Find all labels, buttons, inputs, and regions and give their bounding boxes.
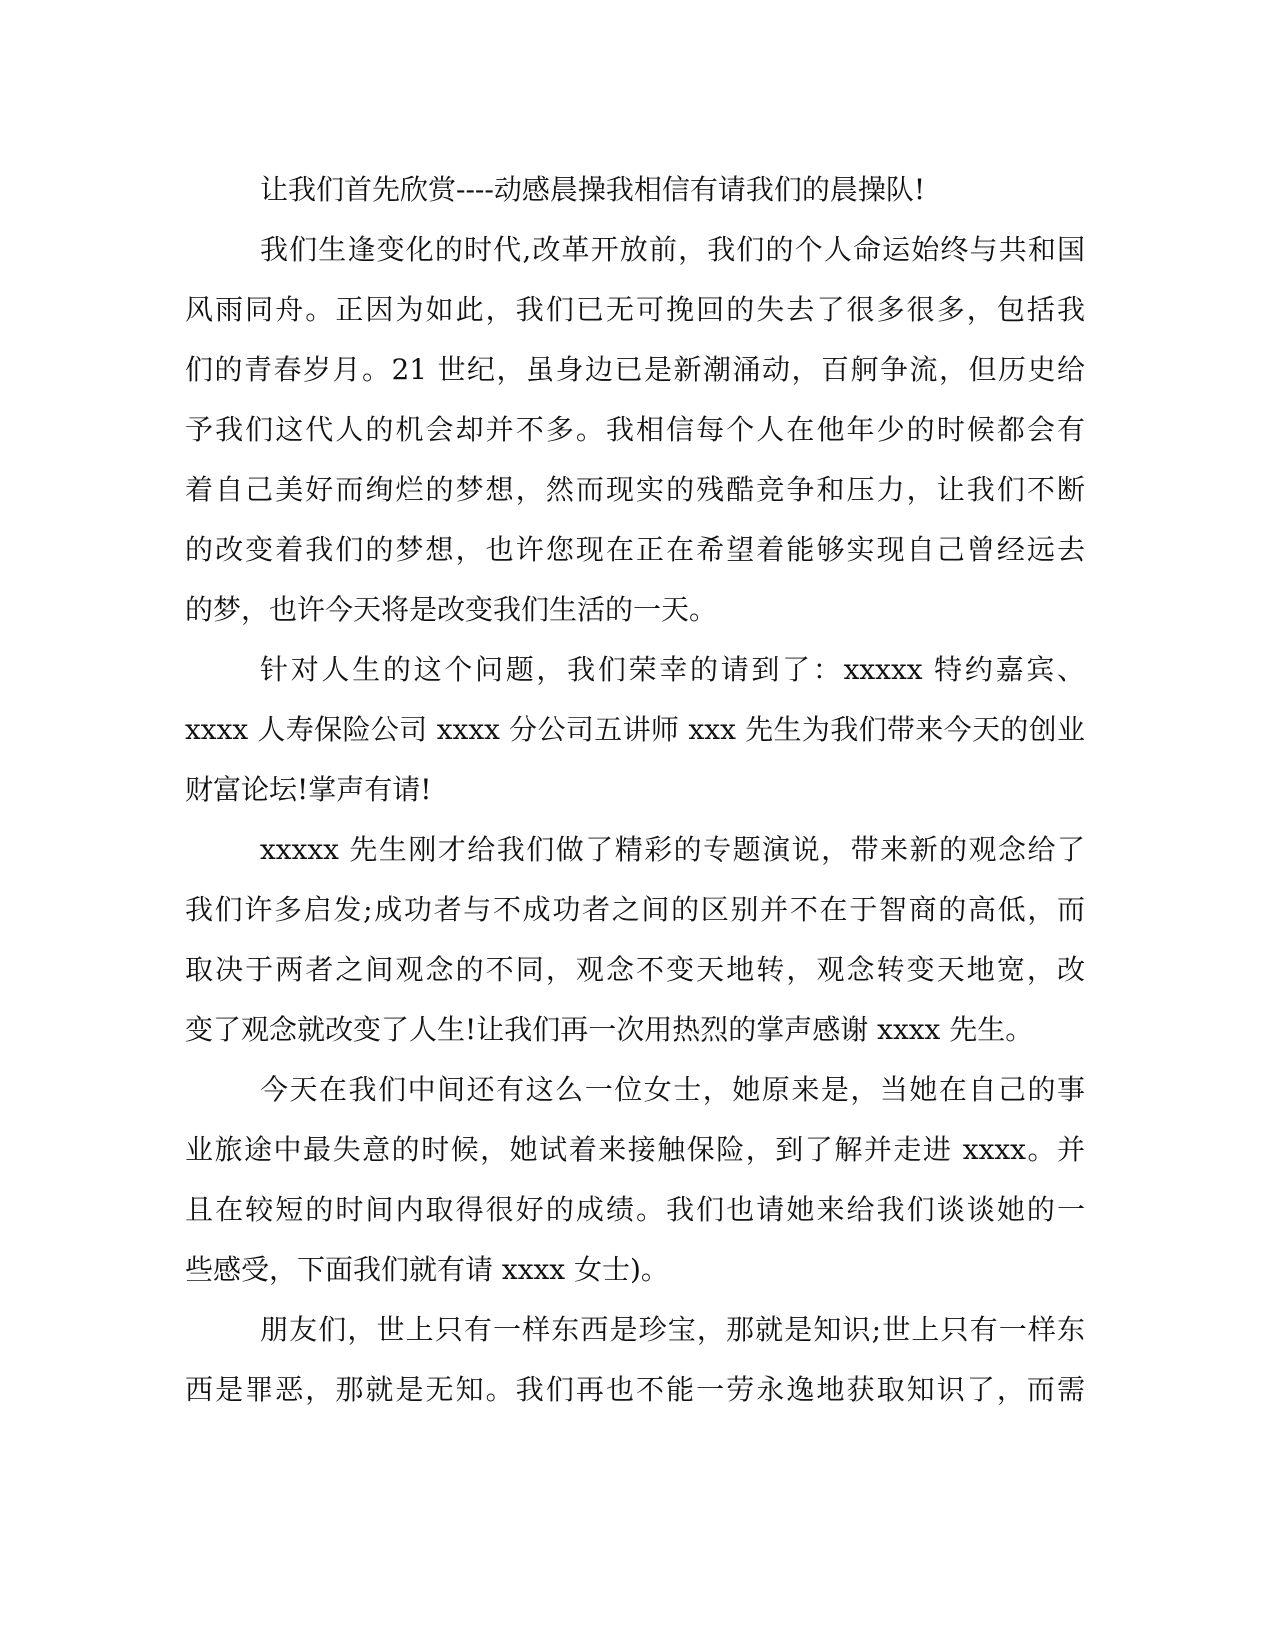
- paragraph-line: 朋友们，世上只有一样东西是珍宝，那就是知识;世上只有一样东: [260, 1313, 1085, 1346]
- paragraph-line: 们的青春岁月。21 世纪，虽身边已是新潮涌动，百舸争流，但历史给: [185, 353, 1085, 386]
- paragraph-line: 我们许多启发;成功者与不成功者之间的区别并不在于智商的高低，而: [185, 893, 1085, 926]
- paragraph-line: 的改变着我们的梦想，也许您现在正在希望着能够实现自己曾经远去: [185, 533, 1085, 566]
- document-body: [185, 160, 1085, 1420]
- paragraph-line: 我们生逢变化的时代,改革开放前，我们的个人命运始终与共和国: [260, 233, 1085, 266]
- paragraph-line: 针对人生的这个问题，我们荣幸的请到了：xxxxx 特约嘉宾、: [260, 653, 1085, 686]
- paragraph-line: 业旅途中最失意的时候，她试着来接触保险，到了解并走进 xxxx。并: [185, 1133, 1085, 1166]
- paragraph-line: 今天在我们中间还有这么一位女士，她原来是，当她在自己的事: [260, 1073, 1085, 1106]
- paragraph-line: 些感受，下面我们就有请 xxxx 女士)。: [185, 1253, 669, 1286]
- paragraph-line: xxxxx 先生刚才给我们做了精彩的专题演说，带来新的观念给了: [260, 833, 1085, 866]
- paragraph-line: 着自己美好而绚烂的梦想，然而现实的残酷竞争和压力，让我们不断: [185, 473, 1085, 506]
- paragraph-line: xxxx 人寿保险公司 xxxx 分公司五讲师 xxx 先生为我们带来今天的创业: [185, 713, 1085, 746]
- paragraph-line: 风雨同舟。正因为如此，我们已无可挽回的失去了很多很多，包括我: [185, 293, 1085, 326]
- paragraph-line: 的梦，也许今天将是改变我们生活的一天。: [185, 593, 718, 626]
- paragraph-line: 变了观念就改变了人生!让我们再一次用热烈的掌声感谢 xxxx 先生。: [185, 1013, 1034, 1046]
- paragraph-line: 西是罪恶，那就是无知。我们再也不能一劳永逸地获取知识了，而需: [185, 1373, 1085, 1406]
- paragraph-line: 予我们这代人的机会却并不多。我相信每个人在他年少的时候都会有: [185, 413, 1085, 446]
- paragraph-line: 财富论坛!掌声有请!: [185, 773, 432, 806]
- paragraph-line: 且在较短的时间内取得很好的成绩。我们也请她来给我们谈谈她的一: [185, 1193, 1085, 1226]
- paragraph-line: 取决于两者之间观念的不同，观念不变天地转，观念转变天地宽，改: [185, 953, 1085, 986]
- paragraph-line: 让我们首先欣赏----动感晨操我相信有请我们的晨操队!: [260, 173, 926, 206]
